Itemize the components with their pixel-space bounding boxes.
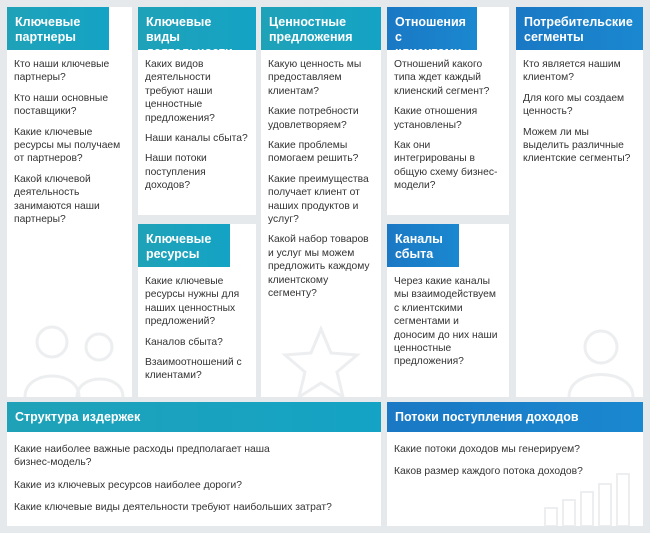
key-activities-title: Ключевые виды деятельности [138, 7, 256, 50]
revenue-streams-title: Потоки поступления доходов [387, 402, 643, 432]
cost-structure-list [7, 432, 381, 515]
key-partners-title: Ключевые партнеры [7, 7, 109, 50]
list-item: Какие наиболее важные расходы предполагает наша бизнес-модель? [14, 444, 270, 469]
key-partners-block [7, 7, 132, 397]
key-resources-title: Ключевые ресурсы [138, 224, 230, 267]
list-item: Как они интегрированы в общую схему бизнес-модели? [394, 140, 498, 192]
person-icon [561, 325, 641, 397]
star-icon [281, 325, 361, 397]
list-item: Какие проблемы помогаем решить? [268, 140, 359, 165]
list-item: Можем ли мы выделить различные клиентские сегменты? [523, 126, 631, 165]
list-item: Наши потоки поступления доходов? [145, 153, 207, 192]
channels-list [387, 267, 509, 369]
value-propositions-list [261, 50, 381, 301]
list-item: Какие преимущества получает клиент от наших продуктов и услуг? [268, 173, 369, 226]
key-activities-list [138, 50, 256, 193]
customer-relationships-list [387, 50, 509, 193]
list-item: Кто наши основные поставщики? [14, 92, 109, 118]
list-item: Какие из ключевых ресурсов наиболее дороги? [14, 479, 242, 491]
value-propositions-block [261, 7, 381, 397]
revenue-streams-block [387, 402, 643, 526]
list-item: Наши каналы сбыта? [145, 133, 248, 145]
key-resources-list [138, 267, 256, 383]
key-activities-block [138, 7, 256, 215]
customer-segments-list [516, 50, 643, 166]
key-resources-block [138, 224, 256, 397]
list-item: Каналов сбыта? [145, 336, 223, 348]
customer-relationships-block [387, 7, 509, 215]
list-item: Какие потоки доходов мы генерируем? [394, 444, 580, 455]
channels-title: Каналы сбыта [387, 224, 459, 267]
list-item: Через какие каналы мы взаимодействуем с клиентскими сегментами и доносим до них наши ценностные предложения? [394, 276, 498, 368]
list-item: Какую ценность мы предоставляем клиентам? [268, 59, 362, 97]
list-item: Какой ключевой деятельность занимаются наши партнеры? [14, 173, 100, 226]
key-partners-list [7, 50, 132, 226]
list-item: Какие отношения установлены? [394, 106, 478, 131]
cost-structure-block [7, 402, 381, 526]
customer-relationships-title: Отношения с клиентами [387, 7, 477, 50]
channels-block [387, 224, 509, 397]
cost-structure-title: Структура издержек [7, 402, 381, 432]
list-item: Какие ключевые ресурсы нужны для наших ценностных предложений? [145, 276, 240, 328]
value-propositions-title: Ценностные предложения [261, 7, 381, 50]
list-item: Кто наши ключевые партнеры? [14, 59, 110, 84]
list-item: Отношений какого типа ждет каждый клиенский сегмент? [394, 59, 490, 97]
list-item: Кто является нашим клиентом? [523, 59, 621, 84]
list-item: Какие потребности удовлетворяем? [268, 106, 359, 131]
list-item: Какие ключевые ресурсы мы получаем от партнеров? [14, 126, 121, 165]
list-item: Какие ключевые виды деятельности требуют наибольших затрат? [14, 502, 332, 514]
customer-segments-title: Потребительские сегменты [516, 7, 643, 50]
list-item: Взаимоотношений с клиентами? [145, 357, 242, 382]
people-icon [7, 307, 132, 397]
list-item: Какой набор товаров и услуг мы можем предложить каждому клиентскому сегменту? [268, 234, 370, 300]
customer-segments-block [516, 7, 643, 397]
list-item: Каких видов деятельности требуют наши ценностные предложения? [145, 59, 215, 124]
list-item: Каков размер каждого потока доходов? [394, 466, 583, 478]
revenue-streams-list [387, 432, 643, 479]
list-item: Для кого мы создаем ценность? [523, 92, 625, 118]
